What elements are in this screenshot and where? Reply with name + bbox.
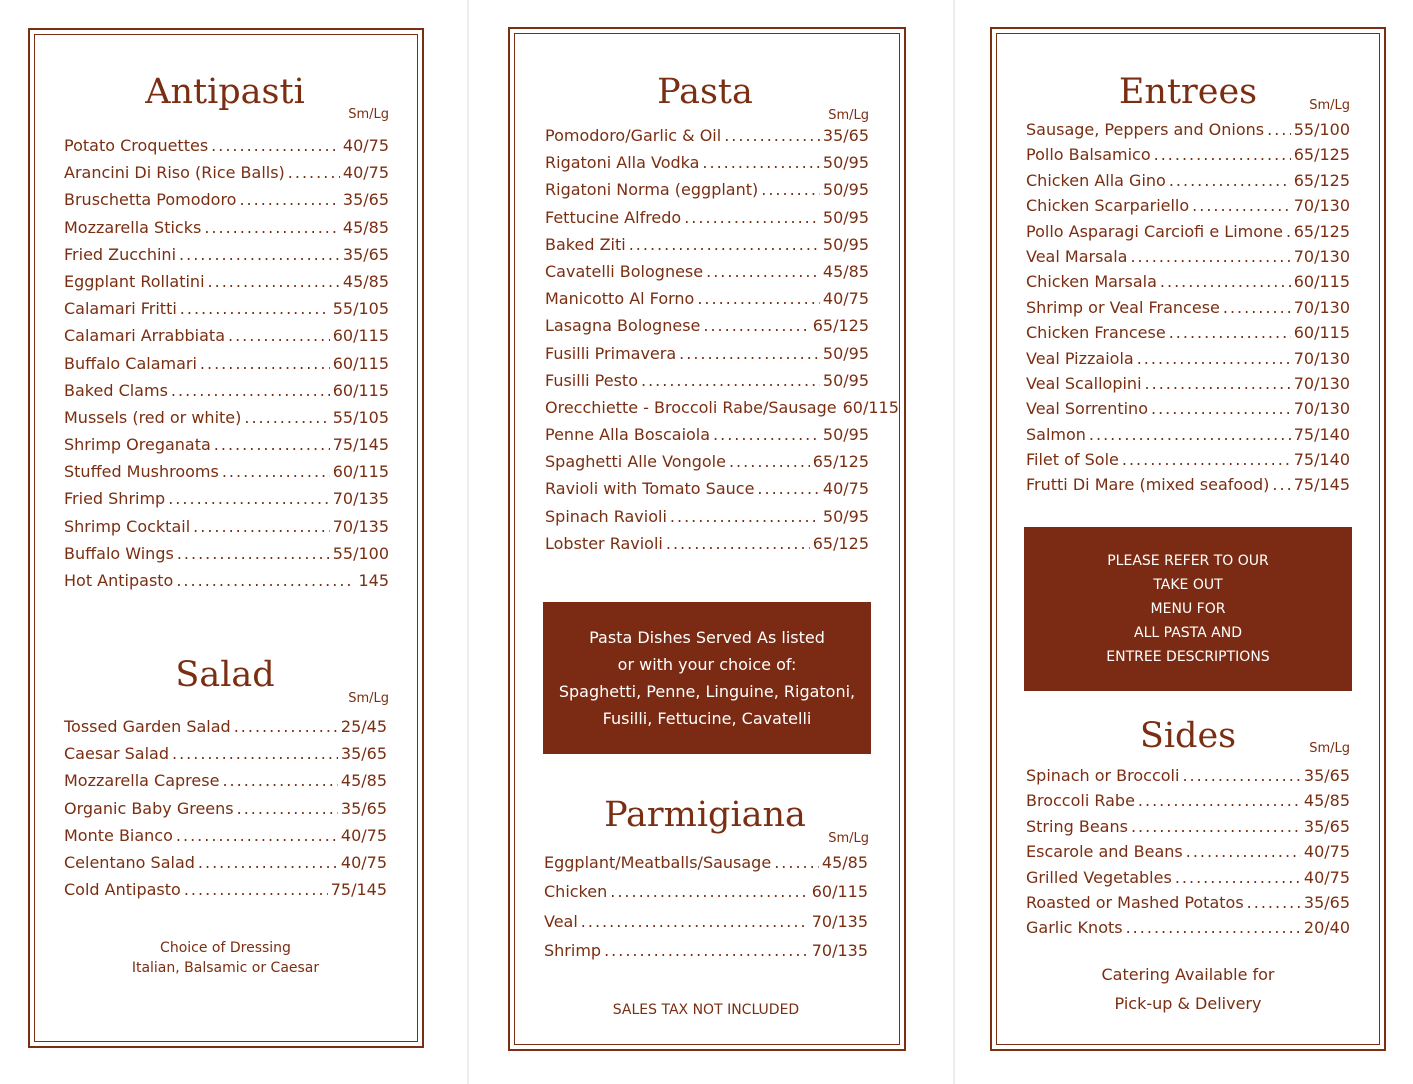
entrees-size-label: Sm/Lg (1309, 98, 1350, 113)
menu-item-name: Spinach or Broccoli (1026, 766, 1180, 785)
dot-leader (629, 231, 820, 258)
menu-item-name: Rigatoni Alla Vodka (545, 153, 700, 173)
menu-item (64, 713, 387, 740)
dot-leader (198, 849, 338, 876)
menu-item (64, 513, 389, 540)
menu-item-price: 70/135 (811, 940, 868, 960)
menu-item (545, 530, 869, 557)
menu-item-price: 40/75 (342, 136, 389, 155)
menu-item (1026, 168, 1350, 193)
dot-leader (774, 848, 819, 877)
menu-item-name: Veal Scallopini (1026, 373, 1142, 393)
menu-item-name: Lobster Ravioli (545, 533, 663, 553)
menu-item (545, 285, 869, 312)
menu-item-name: Escarole and Beans (1026, 842, 1183, 862)
menu-item-price: 60/115 (332, 462, 389, 482)
dot-leader (1089, 422, 1291, 447)
salad-list (64, 713, 387, 903)
dot-leader (1267, 117, 1291, 142)
dot-leader (581, 907, 809, 936)
menu-item-name: Arancini Di Riso (Rice Balls) (64, 163, 285, 183)
dot-leader (222, 767, 337, 794)
dressing-note-line2: Italian, Balsamic or Caesar (131, 960, 320, 976)
menu-item (64, 458, 389, 485)
menu-item (1026, 788, 1350, 813)
menu-item (545, 367, 869, 394)
menu-item (1026, 814, 1350, 839)
menu-item-price: 45/85 (821, 853, 868, 872)
menu-item-name: Shrimp (544, 940, 602, 960)
menu-item-price: 35/65 (342, 190, 389, 210)
menu-item (64, 241, 389, 268)
menu-item-name: Cold Antipasto (64, 880, 181, 900)
menu-item (545, 258, 869, 285)
dot-leader (1137, 346, 1291, 371)
dot-leader (239, 186, 339, 213)
menu-item-price: 35/65 (822, 126, 869, 145)
menu-item-name: Broccoli Rabe (1026, 791, 1135, 811)
dot-leader (184, 876, 328, 903)
menu-item-price: 20/40 (1303, 918, 1350, 938)
dot-leader (211, 132, 340, 159)
sides-title: Sides (1139, 716, 1237, 756)
menu-item-name: Calamari Arrabbiata (64, 326, 225, 346)
takeout-box-line2: TAKE OUT (1153, 577, 1223, 593)
menu-item (64, 295, 389, 322)
menu-item-name: Penne Alla Boscaiola (545, 425, 711, 445)
dot-leader (1130, 244, 1290, 269)
menu-item-name: Shrimp or Veal Francese (1026, 297, 1220, 317)
takeout-box-line1: PLEASE REFER TO OUR (1107, 553, 1269, 569)
menu-item-name: Pollo Asparagi Carciofi e Limone (1026, 221, 1283, 241)
dot-leader (706, 258, 820, 285)
menu-item (1026, 320, 1350, 345)
menu-item-name: Cavatelli Bolognese (545, 261, 704, 281)
menu-item-name: Chicken Francese (1026, 323, 1166, 343)
menu-item-name: Frutti Di Mare (mixed seafood) (1026, 475, 1270, 495)
menu-item (64, 404, 389, 431)
menu-item-name: Filet of Sole (1026, 450, 1119, 470)
menu-item-name: Buffalo Calamari (64, 353, 197, 373)
pasta-box-line1: Pasta Dishes Served As listed (589, 628, 825, 647)
menu-item (545, 176, 869, 203)
parmigiana-list (544, 848, 868, 965)
menu-item (545, 312, 869, 339)
menu-item-name: Calamari Fritti (64, 299, 177, 319)
menu-item-name: Shrimp Cocktail (64, 516, 191, 536)
menu-item-name: Mozzarella Caprese (64, 771, 220, 791)
menu-item-name: Stuffed Mushrooms (64, 462, 219, 482)
pasta-size-label: Sm/Lg (828, 108, 869, 123)
dot-leader (1131, 814, 1301, 839)
dot-leader (1151, 396, 1291, 421)
menu-item-name: Spinach Ravioli (545, 506, 667, 526)
dot-leader (713, 421, 820, 448)
dot-leader (1247, 890, 1301, 915)
menu-item-price: 65/125 (812, 533, 869, 553)
dot-leader (1138, 788, 1301, 813)
menu-item-price: 60/115 (332, 326, 389, 346)
dot-leader (1223, 295, 1291, 320)
dot-leader (214, 431, 330, 458)
menu-item-price: 70/135 (332, 516, 389, 536)
dot-leader (179, 241, 340, 268)
menu-item-name: Baked Clams (64, 380, 168, 400)
dressing-note-line1: Choice of Dressing (160, 940, 291, 956)
menu-item (1026, 472, 1350, 497)
menu-item (64, 795, 387, 822)
menu-item-name: Veal (544, 911, 578, 931)
dot-leader (1169, 168, 1291, 193)
menu-item-name: Veal Sorrentino (1026, 399, 1148, 419)
menu-item (64, 214, 389, 241)
dot-leader (172, 740, 338, 767)
menu-item (64, 350, 389, 377)
menu-item-price: 70/130 (1293, 373, 1350, 393)
menu-item-price: 35/65 (340, 798, 387, 818)
dot-leader (1286, 219, 1291, 244)
menu-item-price: 65/125 (812, 452, 869, 472)
menu-item-price: 40/75 (340, 852, 387, 872)
menu-item (1026, 193, 1350, 218)
menu-item-price: 70/135 (811, 911, 868, 931)
dot-leader (1182, 763, 1300, 788)
menu-item (64, 132, 389, 159)
parmigiana-title: Parmigiana (604, 795, 806, 835)
menu-item (545, 204, 869, 231)
catering-note (1026, 960, 1350, 1018)
menu-item-price: 70/130 (1293, 348, 1350, 368)
menu-item (1026, 763, 1350, 788)
parmigiana-size-label: Sm/Lg (828, 831, 869, 846)
menu-item (544, 877, 868, 906)
menu-item-name: Shrimp Oreganata (64, 435, 211, 455)
menu-item-name: Bruschetta Pomodoro (64, 190, 237, 210)
menu-item-price: 25/45 (340, 717, 387, 736)
menu-item (545, 448, 869, 475)
menu-item (64, 876, 387, 903)
menu-item-price: 65/125 (812, 316, 869, 336)
menu-item-name: Pomodoro/Garlic & Oil (545, 126, 722, 145)
sides-size-label: Sm/Lg (1309, 741, 1350, 756)
menu-item-price: 70/135 (332, 489, 389, 509)
menu-item-name: Caesar Salad (64, 744, 169, 764)
dot-leader (1175, 865, 1301, 890)
menu-item-price: 55/105 (332, 299, 389, 319)
menu-item-price: 55/100 (332, 543, 389, 563)
menu-item-name: Veal Pizzaiola (1026, 348, 1134, 368)
takeout-box-line4: ALL PASTA AND (1134, 625, 1242, 641)
menu-item (545, 421, 869, 448)
pasta-title: Pasta (657, 72, 753, 112)
menu-item (1026, 447, 1350, 472)
menu-item (1026, 219, 1350, 244)
menu-item-price: 75/145 (330, 880, 387, 900)
dot-leader (604, 936, 809, 965)
menu-item-name: Manicotto Al Forno (545, 289, 695, 309)
menu-item-price: 40/75 (1303, 867, 1350, 887)
menu-item-name: Organic Baby Greens (64, 798, 234, 818)
menu-item-price: 35/65 (1303, 816, 1350, 836)
dot-leader (180, 295, 330, 322)
menu-item-price: 50/95 (822, 153, 869, 173)
menu-item (1026, 117, 1350, 142)
menu-item (544, 848, 868, 877)
menu-item-price: 50/95 (822, 207, 869, 227)
dot-leader (1272, 472, 1290, 497)
menu-item-name: Fried Shrimp (64, 489, 166, 509)
menu-item-name: Spaghetti Alle Vongole (545, 452, 726, 472)
menu-item (544, 907, 868, 936)
menu-item-name: Eggplant Rollatini (64, 271, 205, 291)
menu-item-name: Chicken Alla Gino (1026, 170, 1166, 190)
menu-item-price: 45/85 (1303, 791, 1350, 811)
dot-leader (724, 122, 820, 149)
menu-item-name: Baked Ziti (545, 234, 626, 254)
dot-leader (177, 540, 330, 567)
dot-leader (176, 822, 338, 849)
menu-item (64, 431, 389, 458)
menu-item-price: 45/85 (342, 217, 389, 237)
menu-item-price: 65/125 (1293, 221, 1350, 241)
entrees-title: Entrees (1118, 72, 1258, 112)
dot-leader (729, 448, 810, 475)
menu-item-price: 65/125 (1293, 170, 1350, 190)
dot-leader (761, 176, 820, 203)
menu-item (64, 740, 387, 767)
menu-item (545, 122, 869, 149)
menu-item-price: 45/85 (340, 771, 387, 791)
menu-item-price: 35/65 (1303, 766, 1350, 785)
menu-item-price: 50/95 (822, 425, 869, 445)
menu-item-price: 75/140 (1293, 424, 1350, 444)
antipasti-title: Antipasti (145, 72, 305, 112)
menu-item-price: 50/95 (822, 343, 869, 363)
menu-item-name: Fusilli Primavera (545, 343, 677, 363)
menu-item-price: 45/85 (822, 261, 869, 281)
menu-item-price: 60/115 (811, 882, 868, 902)
menu-item-name: Mozzarella Sticks (64, 217, 202, 237)
menu-item-name: Roasted or Mashed Potatos (1026, 892, 1244, 912)
pasta-box-line4: Fusilli, Fettucine, Cavatelli (602, 709, 812, 728)
menu-item-name: Chicken Marsala (1026, 272, 1157, 292)
menu-item (1026, 396, 1350, 421)
entrees-list (1026, 117, 1350, 498)
menu-item-name: Mussels (red or white) (64, 407, 242, 427)
menu-item-name: Lasagna Bolognese (545, 316, 701, 336)
dot-leader (288, 159, 340, 186)
dot-leader (1192, 193, 1291, 218)
dot-leader (176, 567, 355, 594)
dot-leader (1145, 371, 1291, 396)
menu-item-price: 60/115 (332, 353, 389, 373)
dot-leader (204, 214, 340, 241)
menu-item-price: 50/95 (822, 234, 869, 254)
menu-item-name: Chicken Scarpariello (1026, 196, 1190, 216)
menu-item-name: Buffalo Wings (64, 543, 174, 563)
menu-item (1026, 422, 1350, 447)
dot-leader (222, 458, 330, 485)
antipasti-list (64, 132, 389, 594)
menu-item-price: 55/100 (1293, 120, 1350, 139)
menu-item (64, 322, 389, 349)
takeout-menu-box (1024, 527, 1352, 691)
menu-item (545, 231, 869, 258)
menu-item-price: 45/85 (342, 271, 389, 291)
menu-item (1026, 269, 1350, 294)
menu-item-price: 70/130 (1293, 246, 1350, 266)
menu-item-name: Fusilli Pesto (545, 370, 638, 390)
menu-item (1026, 295, 1350, 320)
menu-item-name: Eggplant/Meatballs/Sausage (544, 853, 772, 872)
menu-item (1026, 142, 1350, 167)
menu-item-price: 35/65 (342, 244, 389, 264)
pasta-choice-box (543, 602, 871, 754)
menu-item-name: Tossed Garden Salad (64, 717, 231, 736)
menu-item-name: Potato Croquettes (64, 136, 209, 155)
menu-item-price: 70/130 (1293, 399, 1350, 419)
menu-item-price: 40/75 (342, 163, 389, 183)
menu-item-price: 75/145 (1293, 475, 1350, 495)
menu-item-price: 35/65 (340, 744, 387, 764)
menu-item-price: 65/125 (1293, 145, 1350, 165)
menu-item-price: 40/75 (822, 289, 869, 309)
menu-item (1026, 244, 1350, 269)
dot-leader (679, 340, 820, 367)
menu-item (544, 936, 868, 965)
menu-item-price: 145 (358, 571, 389, 590)
menu-item-name: Garlic Knots (1026, 918, 1123, 938)
menu-item (64, 567, 389, 594)
menu-item (64, 186, 389, 213)
dressing-note (64, 938, 387, 978)
menu-item-name: Pollo Balsamico (1026, 145, 1151, 165)
pasta-list (545, 122, 899, 557)
menu-item-price: 60/115 (842, 397, 899, 417)
dot-leader (234, 713, 338, 740)
menu-item-price: 50/95 (822, 180, 869, 200)
menu-item (1026, 890, 1350, 915)
menu-item (545, 340, 869, 367)
menu-item-name: Rigatoni Norma (eggplant) (545, 180, 759, 200)
dot-leader (1154, 142, 1291, 167)
dot-leader (703, 312, 809, 339)
dot-leader (168, 485, 329, 512)
menu-item-price: 40/75 (340, 825, 387, 845)
dot-leader (697, 285, 820, 312)
menu-item-name: Sausage, Peppers and Onions (1026, 120, 1265, 139)
dot-leader (610, 877, 808, 906)
menu-item (64, 485, 389, 512)
menu-item (64, 540, 389, 567)
salad-title: Salad (175, 655, 275, 695)
takeout-box-line5: ENTREE DESCRIPTIONS (1106, 649, 1270, 665)
menu-item-price: 60/115 (1293, 323, 1350, 343)
menu-item-price: 40/75 (1303, 842, 1350, 862)
menu-item-name: Celentano Salad (64, 852, 195, 872)
menu-item (1026, 371, 1350, 396)
dot-leader (208, 268, 340, 295)
dot-leader (171, 377, 330, 404)
menu-item-name: Monte Bianco (64, 825, 173, 845)
menu-item-name: Fettucine Alfredo (545, 207, 682, 227)
dot-leader (684, 204, 820, 231)
menu-item (1026, 915, 1350, 940)
menu-item-price: 70/130 (1293, 297, 1350, 317)
menu-item-price: 60/115 (1293, 272, 1350, 292)
dot-leader (757, 475, 819, 502)
dot-leader (1186, 839, 1301, 864)
menu-item-price: 70/130 (1293, 196, 1350, 216)
menu-item-name: Salmon (1026, 424, 1086, 444)
menu-item-name: Chicken (544, 882, 608, 902)
menu-item-price: 40/75 (822, 479, 869, 499)
dot-leader (1169, 320, 1291, 345)
dot-leader (1126, 915, 1301, 940)
menu-item (64, 377, 389, 404)
dot-leader (1122, 447, 1291, 472)
menu-item-price: 75/145 (332, 435, 389, 455)
menu-item-name: Orecchiette - Broccoli Rabe/Sausage (545, 397, 837, 417)
dot-leader (200, 350, 330, 377)
menu-item (545, 149, 869, 176)
menu-item (1026, 839, 1350, 864)
menu-item-name: Hot Antipasto (64, 571, 174, 590)
sales-tax-note: SALES TAX NOT INCLUDED (612, 1002, 800, 1018)
menu-item (1026, 865, 1350, 890)
menu-item-name: Grilled Vegetables (1026, 867, 1172, 887)
menu-item (545, 394, 899, 421)
menu-item-price: 50/95 (822, 506, 869, 526)
salad-size-label: Sm/Lg (348, 691, 389, 706)
menu-item-price: 35/65 (1303, 892, 1350, 912)
dot-leader (702, 149, 819, 176)
dot-leader (228, 322, 330, 349)
menu-item-name: Ravioli with Tomato Sauce (545, 479, 755, 499)
sides-list (1026, 763, 1350, 941)
dot-leader (244, 404, 329, 431)
menu-item (1026, 346, 1350, 371)
menu-item (64, 822, 387, 849)
catering-line1: Catering Available for (1101, 965, 1275, 984)
antipasti-size-label: Sm/Lg (348, 107, 389, 122)
dot-leader (237, 795, 338, 822)
dot-leader (670, 503, 820, 530)
dot-leader (666, 530, 810, 557)
menu-item-price: 60/115 (332, 380, 389, 400)
menu-item-name: Veal Marsala (1026, 246, 1128, 266)
pasta-box-line3: Spaghetti, Penne, Linguine, Rigatoni, (558, 682, 856, 701)
menu-item-price: 55/105 (332, 407, 389, 427)
menu-item-name: String Beans (1026, 816, 1128, 836)
menu-item (64, 849, 387, 876)
menu-item (545, 503, 869, 530)
takeout-box-line3: MENU FOR (1150, 601, 1226, 617)
menu-item-price: 50/95 (822, 370, 869, 390)
menu-item-price: 75/140 (1293, 450, 1350, 470)
dot-leader (641, 367, 820, 394)
menu-item-name: Fried Zucchini (64, 244, 177, 264)
menu-item (64, 767, 387, 794)
pasta-box-line2: or with your choice of: (617, 655, 797, 674)
menu-item (545, 475, 869, 502)
catering-line2: Pick-up & Delivery (1114, 994, 1262, 1013)
menu-item (64, 268, 389, 295)
menu-item (64, 159, 389, 186)
dot-leader (193, 513, 330, 540)
dot-leader (1160, 269, 1291, 294)
